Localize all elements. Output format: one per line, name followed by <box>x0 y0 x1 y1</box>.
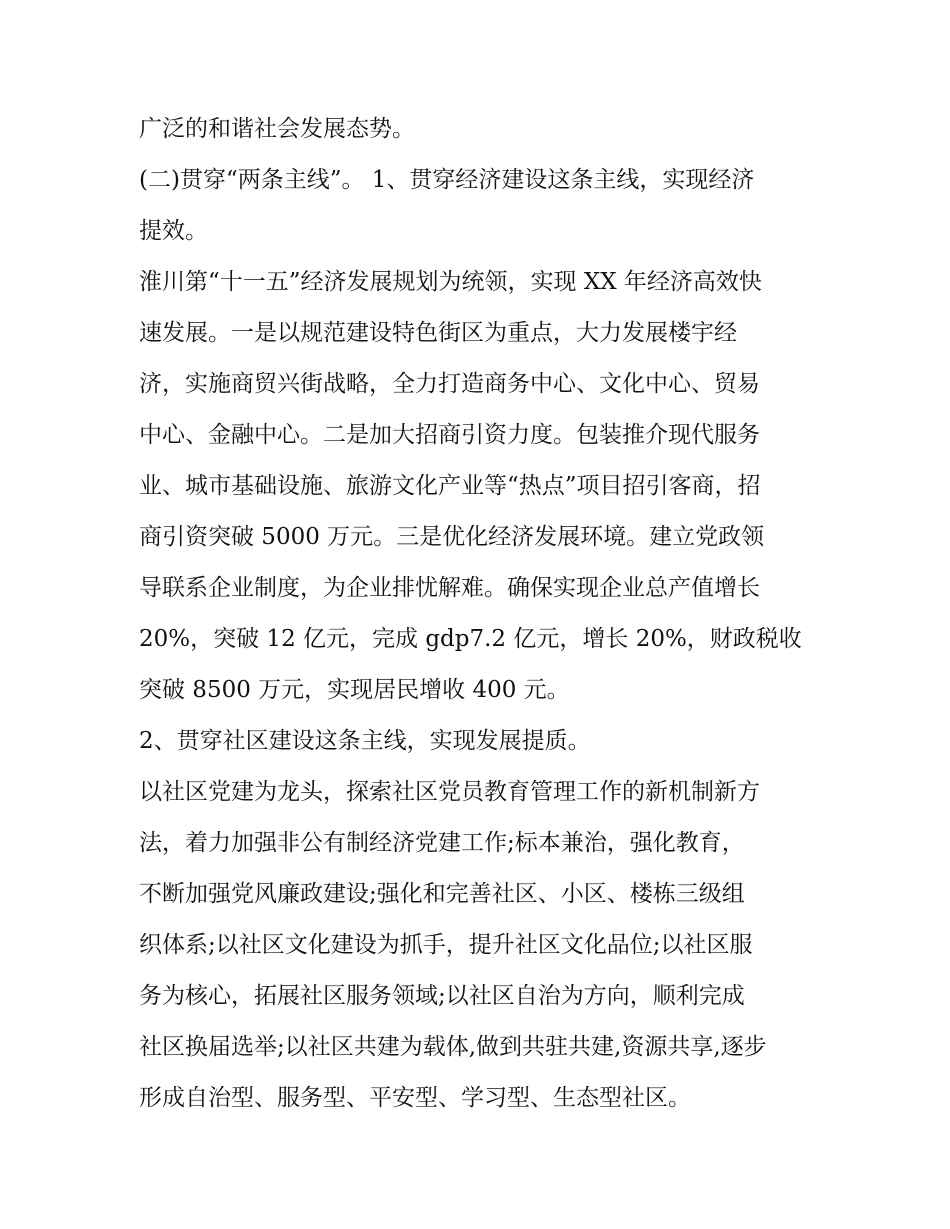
text-line: 淮川第“十一五”经济发展规划为统领，实现 XX 年经济高效快 <box>139 269 762 295</box>
text-line: 业、城市基础设施、旅游文化产业等“热点”项目招引客商，招 <box>139 473 761 499</box>
text-line: 不断加强党风廉政建设;强化和完善社区、小区、楼栋三级组 <box>139 881 745 907</box>
text-line: 织体系;以社区文化建设为抓手，提升社区文化品位;以社区服 <box>139 932 753 958</box>
text-line: (二)贯穿“两条主线”。 1、贯穿经济建设这条主线，实现经济 <box>139 167 755 193</box>
text-line: 提效。 <box>139 218 208 244</box>
text-line: 20%，突破 12 亿元，完成 gdp7.2 亿元，增长 20%，财政税收 <box>139 626 802 652</box>
text-line: 中心、金融中心。二是加大招商引资力度。包装推介现代服务 <box>139 422 760 448</box>
text-line: 务为核心，拓展社区服务领域;以社区自治为方向，顺利完成 <box>139 983 745 1009</box>
text-line: 形成自治型、服务型、平安型、学习型、生态型社区。 <box>139 1085 691 1111</box>
document-body <box>139 104 819 1124</box>
text-line: 导联系企业制度，为企业排忧解难。确保实现企业总产值增长 <box>139 575 760 601</box>
text-line: 广泛的和谐社会发展态势。 <box>139 116 415 142</box>
text-line: 济，实施商贸兴街战略，全力打造商务中心、文化中心、贸易 <box>139 371 760 397</box>
text-line: 突破 8500 万元，实现居民增收 400 元。 <box>139 677 570 703</box>
text-line: 2、贯穿社区建设这条主线，实现发展提质。 <box>139 728 591 754</box>
text-line: 社区换届选举;以社区共建为载体,做到共驻共建,资源共享,逐步 <box>139 1034 767 1060</box>
text-line: 以社区党建为龙头，探索社区党员教育管理工作的新机制新方 <box>139 779 760 805</box>
text-line: 法，着力加强非公有制经济党建工作;标本兼治，强化教育， <box>139 830 745 856</box>
text-line: 速发展。一是以规范建设特色街区为重点，大力发展楼宇经 <box>139 320 737 346</box>
text-line: 商引资突破 5000 万元。三是优化经济发展环境。建立党政领 <box>139 524 765 550</box>
